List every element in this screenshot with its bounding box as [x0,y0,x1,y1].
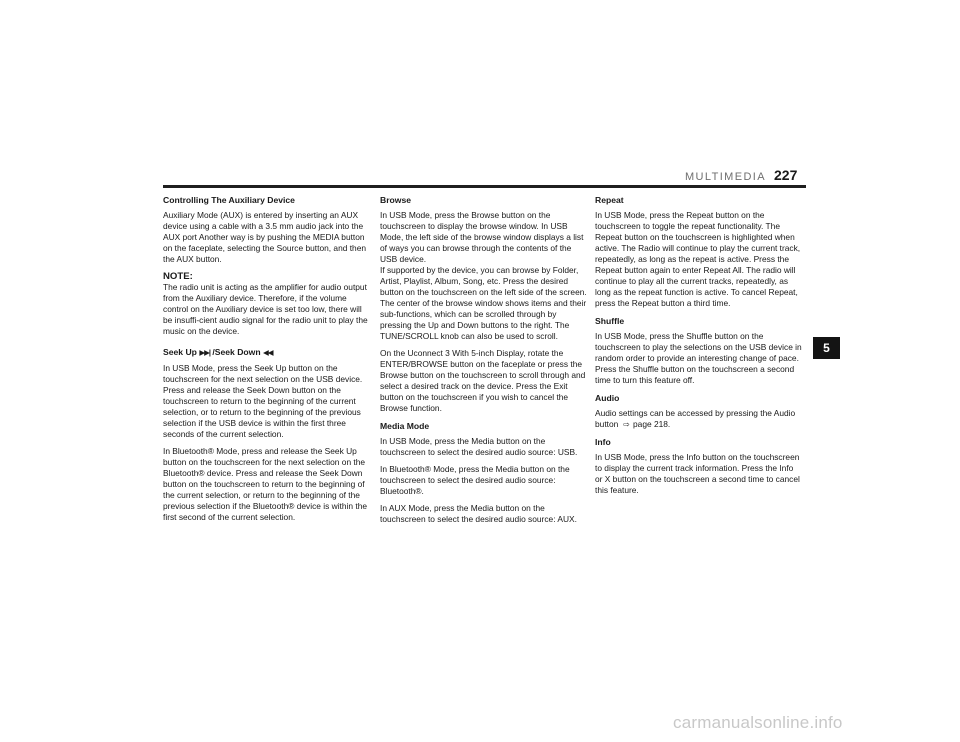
para-shuffle: In USB Mode, press the Shuffle button on the touchscreen to play the selections on the USB device in random order to provide an interesting change of pace. Press the Shuffle button on the touchscreen a second time to turn this feature off. [595,331,802,385]
note-label: NOTE: [163,271,193,282]
seek-up-icon: ▶▶| [199,348,210,357]
heading-seek [163,346,371,359]
watermark: carmanualsonline.info [673,713,843,732]
section-title: MULTIMEDIA [684,171,766,183]
heading-browse: Browse [380,195,412,205]
heading-shuffle: Shuffle [595,316,625,326]
heading-media-mode: Media Mode [380,421,430,431]
para-info: In USB Mode, press the Info button on the touchscreen to display the current track information. Press the Info or X button on the touchscreen a second time to cancel this feature. [595,452,800,495]
para-seek-bluetooth: In Bluetooth® Mode, press and release the Seek Up button on the touchscreen for the next selection on the Bluetooth® device. Press and release the Seek Down button on the touchscreen to return to the beginning of the current selection, or return to the beginning of the previous selection if the Bluetooth® device is within the first second of the current selection. [163,446,368,522]
chapter-tab: 5 [813,337,840,359]
para-media-usb: In USB Mode, press the Media button on the touchscreen to select the desired audio source: USB. [380,436,578,457]
para-audio-text: Audio settings can be accessed by pressing the Audio button [595,408,796,429]
heading-controlling-aux: Controlling The Auxiliary Device [163,195,295,205]
para-browse-1: In USB Mode, press the Browse button on the touchscreen to display the browse window. In USB Mode, the left side of the browse window displays a list of ways you can browse through the contents of the USB device. [380,210,584,264]
para-media-aux: In AUX Mode, press the Media button on the touchscreen to select the desired audio source: AUX. [380,503,577,524]
para-aux-mode: Auxiliary Mode (AUX) is entered by inserting an AUX device using a cable with a 3.5 mm audio jack into the AUX port Another way is by pushing the MEDIA button on the faceplate, selecting the Source button, and then the AUX button. [163,210,367,264]
header-rule [163,185,806,188]
arrow-right-icon: ⇨ [623,420,630,429]
note-body: The radio unit is acting as the amplifier for audio output from the Auxiliary device. Therefore, if the volume control on the Auxiliary device is set too low, there will be insuffi-cient audio signal for the radio unit to play the music on the device. [163,282,368,336]
para-media-bluetooth: In Bluetooth® Mode, press the Media button on the touchscreen to select the desired audio source: Bluetooth®. [380,464,570,496]
para-browse-2: If supported by the device, you can browse by Folder, Artist, Playlist, Album, Song, etc. Press the desired button on the touchscreen on the left side of the screen. The center of the browse window shows items and their sub-functions, which can be scrolled through by pressing the Up and Down buttons to the right. The TUNE/SCROLL knob can also be used to scroll. [380,265,587,341]
page-number: 227 [774,167,798,183]
heading-repeat: Repeat [595,195,624,205]
seek-down-icon: ◀◀ [262,348,273,357]
para-repeat: In USB Mode, press the Repeat button on the touchscreen to toggle the repeat functionality. The Repeat button on the touchscreen is highlighted when active. The Radio will continue to play the current track, repeatedly, as long as the repeat is active. Press the Repeat button again to enter Repeat All. The radio will continue to play all the current tracks, repeatedly, as long as the repeat function is active. To cancel Repeat, press the Repeat button a third time. [595,210,801,308]
column-middle [380,194,588,531]
page-link[interactable]: page 218. [633,419,671,429]
para-seek-usb: In USB Mode, press the Seek Up button on the touchscreen for the next selection on the USB device. Press and release the Seek Down button on the touchscreen to return to the beginning of the current selection, or to return to the beginning of the previous selection if the USB device is within the first three seconds of the current selection. [163,363,363,439]
column-right [595,194,803,502]
para-audio [595,408,803,430]
para-browse-3: On the Uconnect 3 With 5-inch Display, rotate the ENTER/BROWSE button on the faceplate or press the Browse button on the touchscreen to scroll through and select a desired track on the device. Press the Exit button on the touchscreen if you wish to cancel the Browse function. [380,348,586,413]
column-left [163,194,371,529]
seek-heading-a: Seek Up [163,347,197,357]
heading-audio: Audio [595,393,620,403]
heading-info: Info [595,437,611,447]
seek-heading-b: /Seek Down [212,347,261,357]
